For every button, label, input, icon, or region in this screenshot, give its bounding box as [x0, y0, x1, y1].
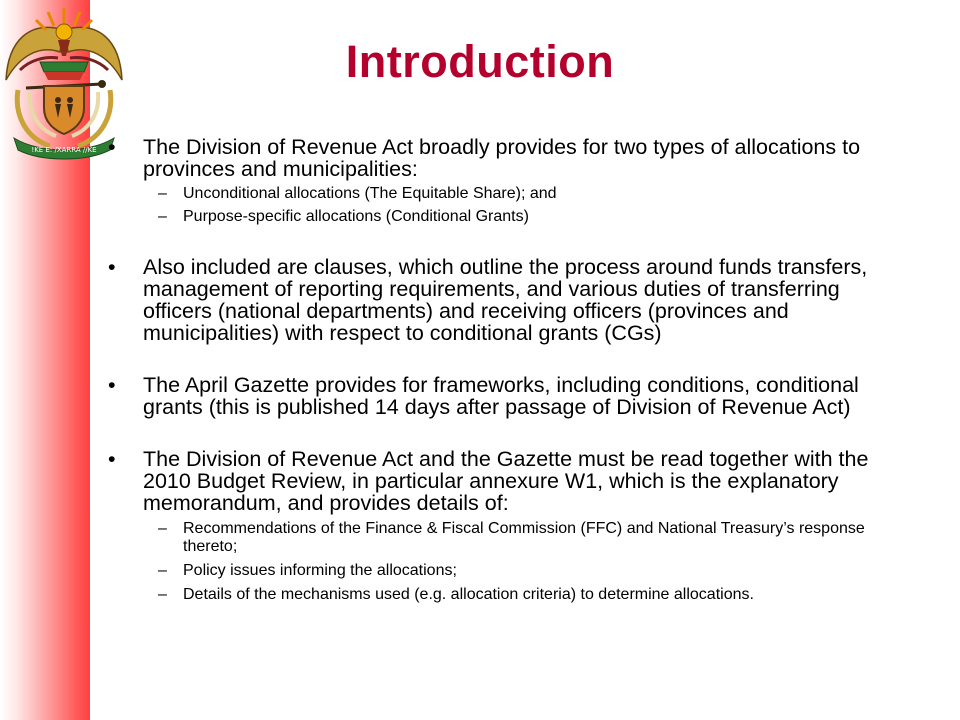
sub-item [108, 520, 898, 556]
dash-mark: – [158, 185, 167, 202]
sub-item-text: Purpose-specific allocations (Conditional Grants) [183, 208, 529, 225]
sub-item [108, 562, 898, 580]
coat-of-arms-motto: !KE E: /XARRA //KE [31, 146, 97, 154]
bullet-text: Also included are clauses, which outline the process around funds transfers, management of reporting requirements, and various duties of transferring officers (national departments) and receiving officers (provinces and municipalities) with respect to conditional grants (CGs) [143, 255, 868, 345]
sub-item-text: Policy issues informing the allocations; [183, 562, 457, 579]
sub-item-text: Details of the mechanisms used (e.g. allocation criteria) to determine allocations. [183, 586, 754, 603]
page-title: Introduction [345, 36, 615, 87]
bullet-mark: • [108, 447, 116, 471]
bullet-mark: • [108, 373, 116, 397]
sub-item [108, 208, 898, 226]
bullet-item [108, 136, 898, 180]
slide-content [108, 136, 898, 604]
bullet-item [108, 448, 898, 514]
bullet-text: The Division of Revenue Act and the Gazette must be read together with the 2010 Budget Review, in particular annexure W1, which is the explanatory memorandum, and provides details of: [143, 447, 869, 515]
bullet-mark: • [108, 255, 116, 279]
sub-item-text: Unconditional allocations (The Equitable Share); and [183, 185, 557, 202]
dash-mark: – [158, 562, 167, 579]
sub-item [108, 185, 898, 203]
bullet-mark: • [108, 135, 116, 159]
bullet-item [108, 374, 898, 418]
sub-item-text: Recommendations of the Finance & Fiscal Commission (FFC) and National Treasury’s response thereto; [183, 520, 865, 555]
bullet-text: The April Gazette provides for frameworks, including conditions, conditional grants (this is published 14 days after passage of Division of Revenue Act) [143, 373, 859, 419]
bullet-text: The Division of Revenue Act broadly provides for two types of allocations to provinces and municipalities: [143, 135, 861, 181]
dash-mark: – [158, 586, 167, 603]
dash-mark: – [158, 520, 167, 537]
bullet-item [108, 256, 898, 344]
dash-mark: – [158, 208, 167, 225]
sub-item [108, 586, 898, 604]
